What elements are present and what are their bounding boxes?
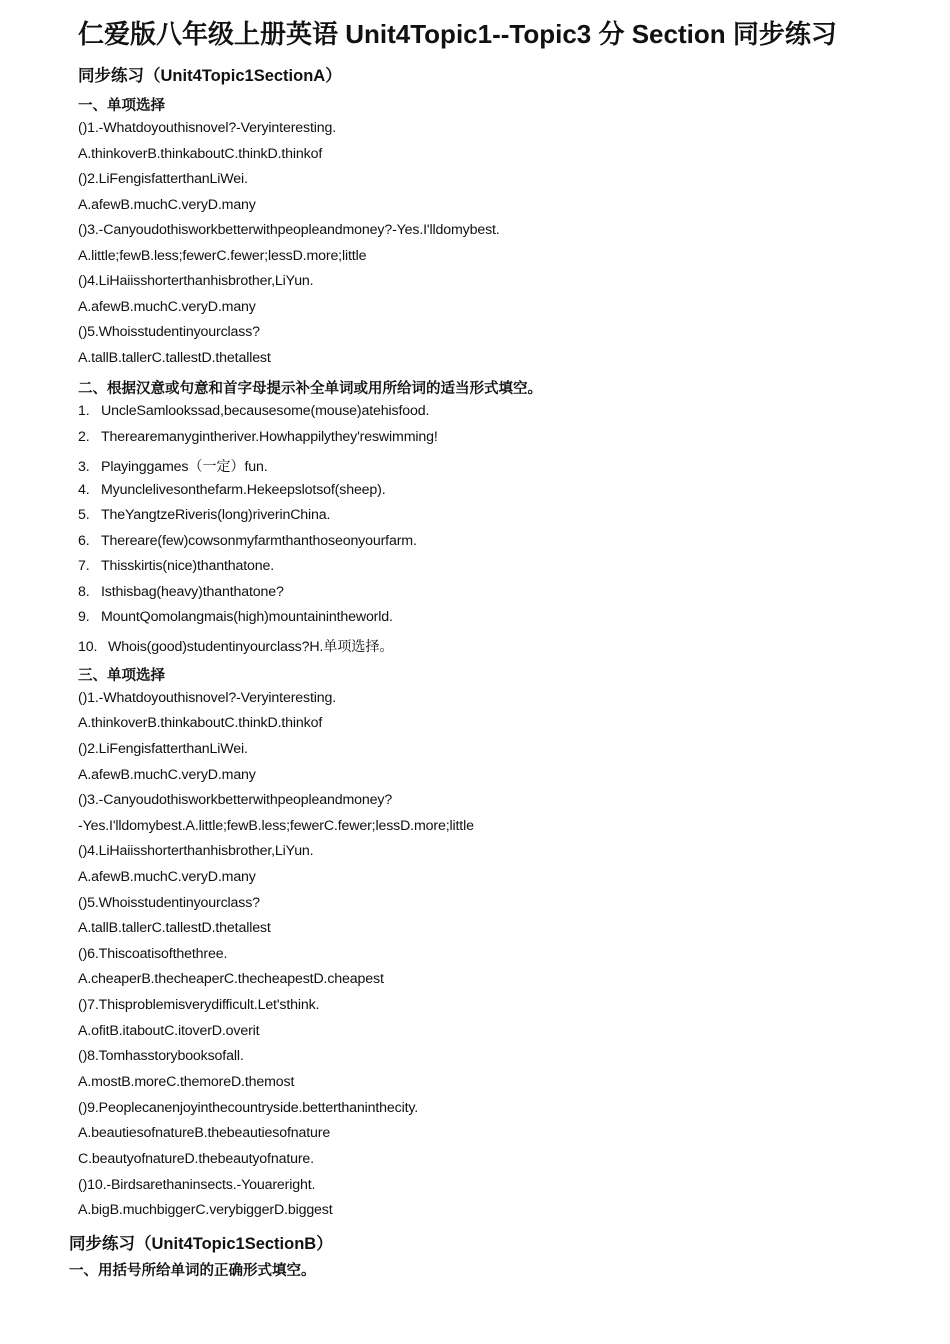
options-line: A.thinkoverB.thinkaboutC.thinkD.thinkof — [78, 715, 323, 731]
part3-heading: 三、单项选择 — [78, 668, 165, 684]
document-title: 仁爱版八年级上册英语 Unit4Topic1--Topic3 分 Section 同步练习 — [78, 19, 837, 49]
list-item — [78, 456, 268, 476]
question-line: ()3.-Canyoudothisworkbetterwithpeopleandmoney?-Yes.I'lldomybest. — [78, 222, 500, 238]
item-text: Therearemanygintheriver.Howhappilythey'reswimming! — [101, 429, 438, 445]
question-line: ()6.Thiscoatisofthethree. — [78, 946, 228, 962]
item-number: 2. — [78, 429, 90, 445]
question-line: ()5.Whoisstudentinyourclass? — [78, 324, 260, 340]
options-line: -Yes.I'lldomybest.A.little;fewB.less;fewerC.fewer;lessD.more;little — [78, 818, 474, 834]
list-item — [78, 507, 330, 523]
item-text: MountQomolangmais(high)mountainintheworld. — [101, 609, 393, 625]
item-text: UncleSamlookssad,becausesome(mouse)atehisfood. — [101, 403, 430, 419]
question-line: ()2.LiFengisfatterthanLiWei. — [78, 171, 248, 187]
item-number: 8. — [78, 584, 90, 600]
section-b-part1-heading: 一、用括号所给单词的正确形式填空。 — [69, 1263, 316, 1279]
item-number: 3. — [78, 459, 90, 475]
item-text: TheYangtzeRiveris(long)riverinChina. — [101, 507, 331, 523]
options-line: A.afewB.muchC.veryD.many — [78, 869, 256, 885]
list-item — [78, 558, 274, 574]
section-a-subtitle: 同步练习（Unit4Topic1SectionA） — [78, 67, 342, 85]
options-line: C.beautyofnatureD.thebeautyofnature. — [78, 1151, 314, 1167]
question-line: ()1.-Whatdoyouthisnovel?-Veryinteresting. — [78, 690, 337, 706]
options-line: A.cheaperB.thecheaperC.thecheapestD.cheapest — [78, 971, 384, 987]
options-line: A.thinkoverB.thinkaboutC.thinkD.thinkof — [78, 146, 323, 162]
question-line: ()1.-Whatdoyouthisnovel?-Veryinteresting. — [78, 120, 337, 136]
options-line: A.tallB.tallerC.tallestD.thetallest — [78, 920, 271, 936]
item-text: Isthisbag(heavy)thanthatone? — [101, 584, 284, 600]
item-number: 1. — [78, 403, 90, 419]
question-line: ()4.LiHaiisshorterthanhisbrother,LiYun. — [78, 273, 314, 289]
list-item — [78, 403, 429, 419]
question-line: ()3.-Canyoudothisworkbetterwithpeopleandmoney? — [78, 792, 393, 808]
question-line: ()9.Peoplecanenjoyinthecountryside.betterthaninthecity. — [78, 1100, 419, 1116]
item-number: 7. — [78, 558, 90, 574]
options-line: A.afewB.muchC.veryD.many — [78, 299, 256, 315]
item-number: 6. — [78, 533, 90, 549]
list-item — [78, 636, 393, 656]
question-line: ()7.Thisproblemisverydifficult.Let'sthink. — [78, 997, 320, 1013]
section-b-subtitle: 同步练习（Unit4Topic1SectionB） — [69, 1235, 333, 1253]
part1-heading: 一、单项选择 — [78, 98, 165, 114]
question-line: ()2.LiFengisfatterthanLiWei. — [78, 741, 248, 757]
options-line: A.mostB.moreC.themoreD.themost — [78, 1074, 295, 1090]
item-text: Thisskirtis(nice)thanthatone. — [101, 558, 275, 574]
options-line: A.afewB.muchC.veryD.many — [78, 767, 256, 783]
options-line: A.tallB.tallerC.tallestD.thetallest — [78, 350, 271, 366]
options-line: A.bigB.muchbiggerC.verybiggerD.biggest — [78, 1202, 333, 1218]
options-line: A.afewB.muchC.veryD.many — [78, 197, 256, 213]
item-number: 9. — [78, 609, 90, 625]
item-text: Whois(good)studentinyourclass?H.单项选择。 — [108, 639, 394, 655]
list-item — [78, 609, 393, 625]
item-number: 5. — [78, 507, 90, 523]
options-line: A.ofitB.itaboutC.itoverD.overit — [78, 1023, 260, 1039]
list-item — [78, 482, 386, 498]
options-line: A.little;fewB.less;fewerC.fewer;lessD.more;little — [78, 248, 367, 264]
item-text: Playinggames（一定）fun. — [101, 459, 268, 475]
list-item — [78, 429, 438, 445]
question-line: ()10.-Birdsarethaninsects.-Youareright. — [78, 1177, 316, 1193]
options-line: A.beautiesofnatureB.thebeautiesofnature — [78, 1125, 331, 1141]
question-line: ()5.Whoisstudentinyourclass? — [78, 895, 260, 911]
item-number: 10. — [78, 639, 98, 655]
question-line: ()8.Tomhasstorybooksofall. — [78, 1048, 244, 1064]
item-number: 4. — [78, 482, 90, 498]
item-text: Thereare(few)cowsonmyfarmthanthoseonyourfarm. — [101, 533, 417, 549]
question-line: ()4.LiHaiisshorterthanhisbrother,LiYun. — [78, 843, 314, 859]
list-item — [78, 533, 417, 549]
item-text: Myunclelivesonthefarm.Hekeepslotsof(sheep). — [101, 482, 386, 498]
list-item — [78, 584, 284, 600]
part2-heading: 二、根据汉意或句意和首字母提示补全单词或用所给词的适当形式填空。 — [78, 381, 542, 397]
